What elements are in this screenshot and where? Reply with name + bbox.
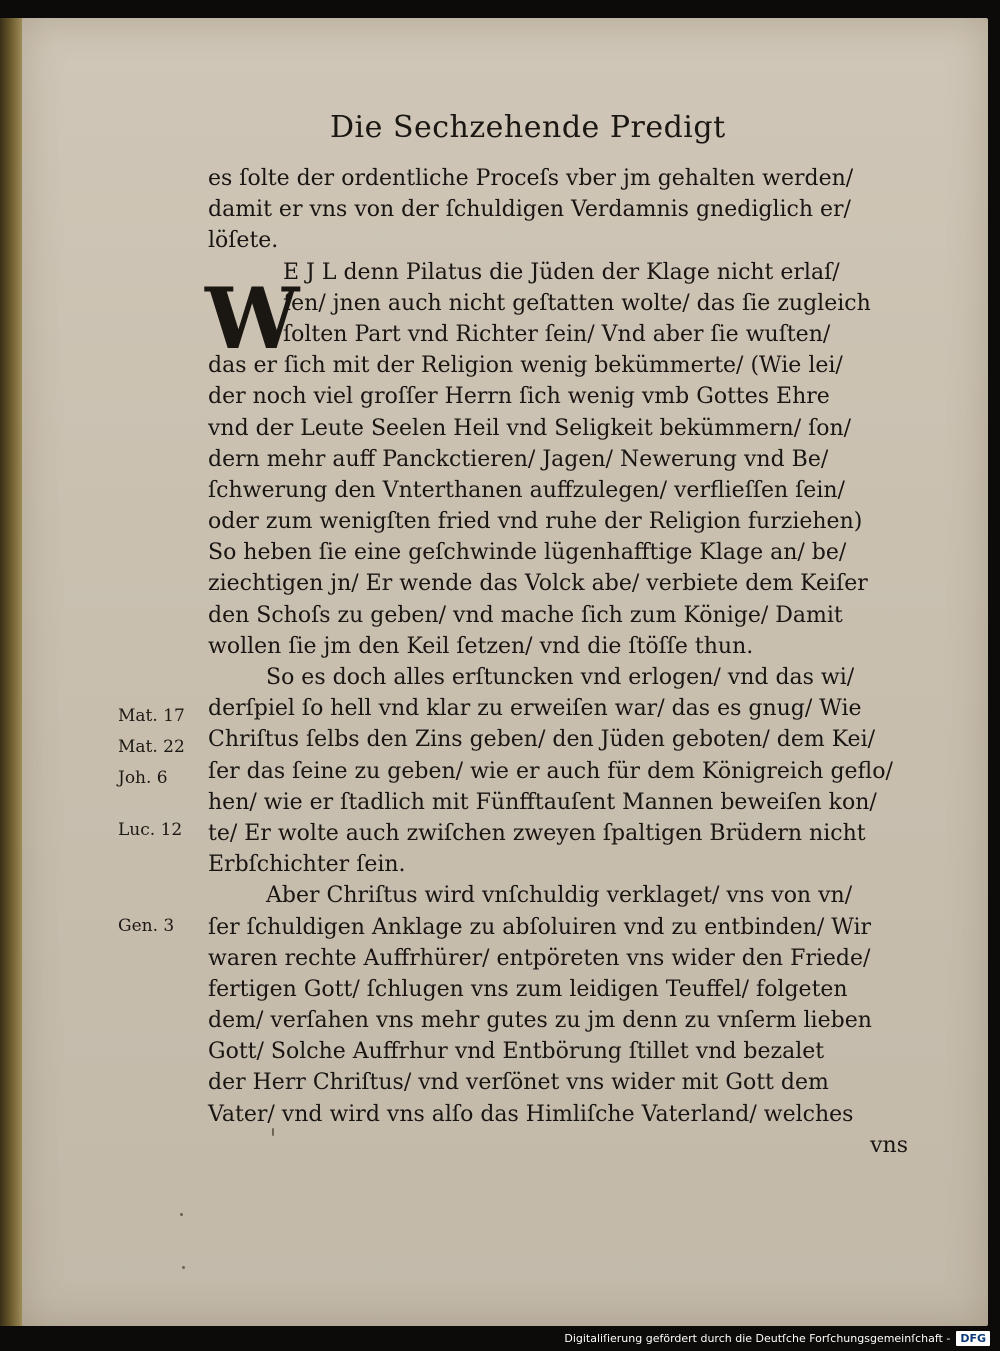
text-line: ſer ſchuldigen Anklage zu abſoluiren vnd zu entbinden/ Wir (208, 914, 872, 940)
text-line: es ſolte der ordentliche Proceſs vber jm gehalten werden/ (208, 166, 854, 191)
text-line: ſer das ſeine zu geben/ wie er auch für dem Königreich geflo/ (208, 758, 893, 784)
text-line: oder zum wenigſten fried vnd ruhe der Religion furziehen) (208, 509, 863, 535)
text-line: Chriſtus ſelbs den Zins geben/ den Jüden geboten/ dem Kei/ (208, 727, 876, 753)
text-line: Erbſchichter ſein. (208, 852, 406, 878)
margin-note: Luc. 12 (118, 820, 183, 840)
catchword: vns (870, 1132, 908, 1158)
text-line: ſolten Part vnd Richter ſein/ Vnd aber ſie wuſten/ (283, 321, 831, 347)
book-binding-edge (0, 18, 24, 1326)
digitization-credit (564, 1327, 990, 1349)
text-line: derſpiel ſo hell vnd klar zu erweiſen war/ das es gnug/ Wie (208, 696, 862, 722)
drop-capital: W (205, 269, 300, 368)
margin-note: Mat. 22 (118, 737, 185, 757)
text-line: ſchwerung den Vnterthanen auffzulegen/ verflieſſen ſein/ (208, 477, 845, 503)
margin-note: Gen. 3 (118, 916, 175, 936)
text-line: waren rechte Auffrhürer/ entpöreten vns wider den Friede/ (208, 945, 871, 971)
text-line: Gott/ Solche Auffrhur vnd Entbörung ſtillet vnd bezalet (208, 1039, 825, 1065)
margin-note: Mat. 17 (118, 706, 185, 726)
text-line: der Herr Chriſtus/ vnd verſönet vns wider mit Gott dem (208, 1070, 829, 1096)
body-text (208, 163, 908, 1161)
text-line: Aber Chriſtus wird vnſchuldig verklaget/ vns von vn/ (266, 883, 853, 909)
text-line: ziechtigen jn/ Er wende das Volck abe/ verbiete dem Keiſer (208, 571, 868, 597)
page-heading: Die Sechzehende Predigt (330, 110, 726, 145)
margin-note: Joh. 6 (118, 768, 168, 788)
dfg-logo-icon[interactable]: DFG (956, 1331, 990, 1346)
text-line: löſete. (208, 228, 279, 254)
text-line: den Schoſs zu geben/ vnd mache ſich zum Könige/ Damit (208, 602, 843, 628)
credit-text: Digitaliſierung gefördert durch die Deutſche Forſchungsgemeinſchaft - (564, 1331, 951, 1345)
text-line: So es doch alles erſtuncken vnd erlogen/ vnd das wi/ (266, 665, 855, 690)
text-line: E J L denn Pilatus die Jüden der Klage nicht erlaſ/ (283, 259, 840, 285)
text-line: te/ Er wolte auch zwiſchen zweyen ſpaltigen Brüdern nicht (208, 820, 866, 846)
text-line: ſen/ jnen auch nicht geſtatten wolte/ das ſie zugleich (283, 290, 871, 316)
text-line: wollen ſie jm den Keil ſetzen/ vnd die ſtöſſe thun. (208, 633, 754, 659)
text-line: der noch viel groſſer Herrn ſich wenig vmb Gottes Ehre (208, 384, 830, 410)
text-line: fertigen Gott/ ſchlugen vns zum leidigen Teuffel/ folgeten (208, 976, 848, 1002)
text-line: dem/ verſahen vns mehr gutes zu jm denn zu vnſerm lieben (208, 1008, 872, 1034)
text-line: hen/ wie er ſtadlich mit Fünfftauſent Mannen beweiſen kon/ (208, 789, 877, 815)
text-line: das er ſich mit der Religion wenig bekümmerte/ (Wie lei/ (208, 353, 843, 379)
text-line: So heben ſie eine geſchwinde lügenhafftige Klage an/ be/ (208, 540, 847, 566)
text-line: damit er vns von der ſchuldigen Verdamnis gnediglich er/ (208, 197, 851, 223)
text-line: dern mehr auff Panckctieren/ Jagen/ Newerung vnd Be/ (208, 446, 829, 472)
text-line: Vater/ vnd wird vns alſo das Himliſche Vaterland/ welches (208, 1101, 854, 1127)
text-line: vnd der Leute Seelen Heil vnd Seligkeit bekümmern/ ſon/ (208, 415, 852, 441)
